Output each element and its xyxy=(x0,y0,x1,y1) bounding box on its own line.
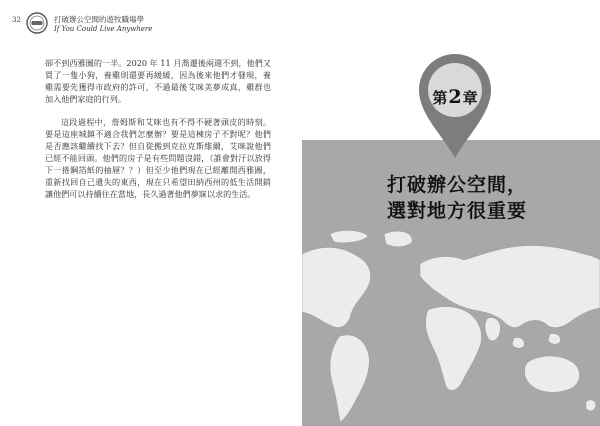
chapter-number-label xyxy=(417,86,493,108)
chapter-suffix: 章 xyxy=(462,89,478,107)
paragraph: 這段過程中，詹姆斯和艾咪也有不得不硬著頭皮的時刻。要是這座城鎮不適合我們怎麼辦？要是這棟房子不對呢？他們是否應該繼續找下去？但自從搬到克拉克斯維爾，艾咪說他們已經不能回頭。他們的房子是有些問題沒錯，（誰會對汙以放得下一捲鋼箔紙的抽屜？？）但至少他們現在已經離開西雅圖，重新找回自己遺失的東西，現在只希望田納西州的低生活開銷讓他們可以持續住在當地，長久過著他們夢寐以求的生活。 xyxy=(45,117,271,199)
paragraph: 卻不到西雅圖的一半。2020 年 11 月喬遷後兩週不到，他們又買了一隻小狗，養雞則還要再緩緩，因為後來他們才發現，養雞需要先獲得市政府的許可，不過最後艾咪美夢成真，雞群也加入他們家庭的行列。 xyxy=(45,58,271,104)
chapter-title xyxy=(352,172,562,224)
chapter-number: 2 xyxy=(448,86,462,108)
chapter-title-line: 選對地方很重要 xyxy=(386,200,527,222)
book-subtitle: If You Could Live Anywhere xyxy=(54,25,153,33)
right-page xyxy=(300,0,600,426)
body-text xyxy=(45,57,271,200)
book-logo-icon xyxy=(26,12,48,34)
world-map-icon xyxy=(302,226,600,426)
book-title: 打破辦公空間的遊牧職場學 xyxy=(54,15,144,24)
page-number: 32 xyxy=(12,16,21,24)
chapter-prefix: 第 xyxy=(432,89,448,107)
chapter-title-line: 打破辦公空間， xyxy=(386,174,527,196)
